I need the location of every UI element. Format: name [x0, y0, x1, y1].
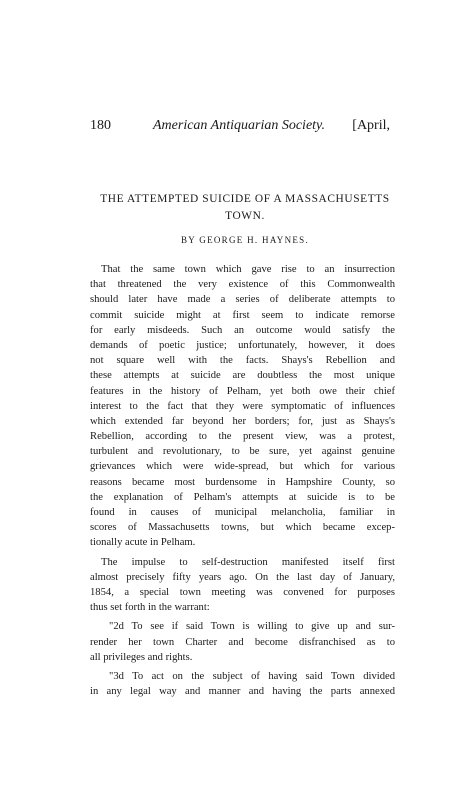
text-line: tionally acute in Pelham. [90, 537, 196, 549]
text-line: these attempts at suicide are doubtless the most unique [90, 370, 395, 382]
issue-month: [April, [352, 118, 390, 133]
text-line: in any legal way and manner and having the parts annexed [90, 686, 395, 698]
text-line: almost precisely fifty years ago. On the last day of January, [90, 571, 395, 583]
text-line: render her town Charter and become disfranchised as to [90, 636, 395, 648]
paragraph [90, 555, 395, 616]
text-line: thus set forth in the warrant: [90, 602, 210, 614]
article-title-line: THE ATTEMPTED SUICIDE OF A MASSACHUSETTS [100, 193, 390, 205]
text-line: The impulse to self-destruction manifested itself first [101, 556, 395, 568]
journal-title: American Antiquarian Society. [153, 118, 325, 133]
text-line: Rebellion, according to the present view, was a protest, [90, 431, 395, 443]
paragraph [90, 262, 395, 551]
text-line: demands of poetic justice; unfortunately, however, it does [90, 339, 395, 351]
text-line: 1854, a special town meeting was convened for purposes [90, 586, 395, 598]
text-line: commit suicide might at first seem to indicate remorse [90, 309, 395, 321]
text-line: interest to the fact that they were symptomatic of influences [90, 400, 395, 412]
text-line: the explanation of Pelham's attempts at suicide is to be [90, 491, 395, 503]
quoted-paragraph [90, 619, 395, 665]
quoted-paragraph [90, 669, 395, 699]
text-line: should later have made a series of deliberate attempts to [90, 294, 395, 306]
text-line: scores of Massachusetts towns, but which became excep- [90, 522, 395, 534]
text-line: that threatened the very existence of this Commonwealth [90, 279, 395, 291]
text-line: reasons became most burdensome in Hampshire County, so [90, 476, 395, 488]
text-line: "2d To see if said Town is willing to give up and sur- [109, 621, 395, 633]
page-number: 180 [90, 118, 111, 133]
text-line: features in the history of Pelham, yet both owe their chief [90, 385, 395, 397]
running-head [90, 118, 390, 138]
text-line: all privileges and rights. [90, 651, 193, 663]
text-line: grievances which were wide-spread, but which for various [90, 461, 395, 473]
article-body [90, 262, 395, 699]
text-line: which extended far beyond her borders; for, just as Shays's [90, 415, 395, 427]
text-line: not square well with the facts. Shays's Rebellion and [90, 355, 395, 367]
article-byline: BY GEORGE H. HAYNES. [180, 235, 310, 245]
text-line: "3d To act on the subject of having said Town divided [109, 670, 395, 682]
article-title [85, 191, 405, 225]
text-line: found in causes of municipal melancholia, familiar in [90, 507, 395, 518]
text-line: That the same town which gave rise to an insurrection [101, 264, 395, 275]
article-title-line: TOWN. [225, 210, 265, 222]
text-line: turbulent and revolutionary, to be sure, yet against genuine [90, 446, 395, 458]
text-line: for early misdeeds. Such an outcome would satisfy the [90, 324, 395, 336]
